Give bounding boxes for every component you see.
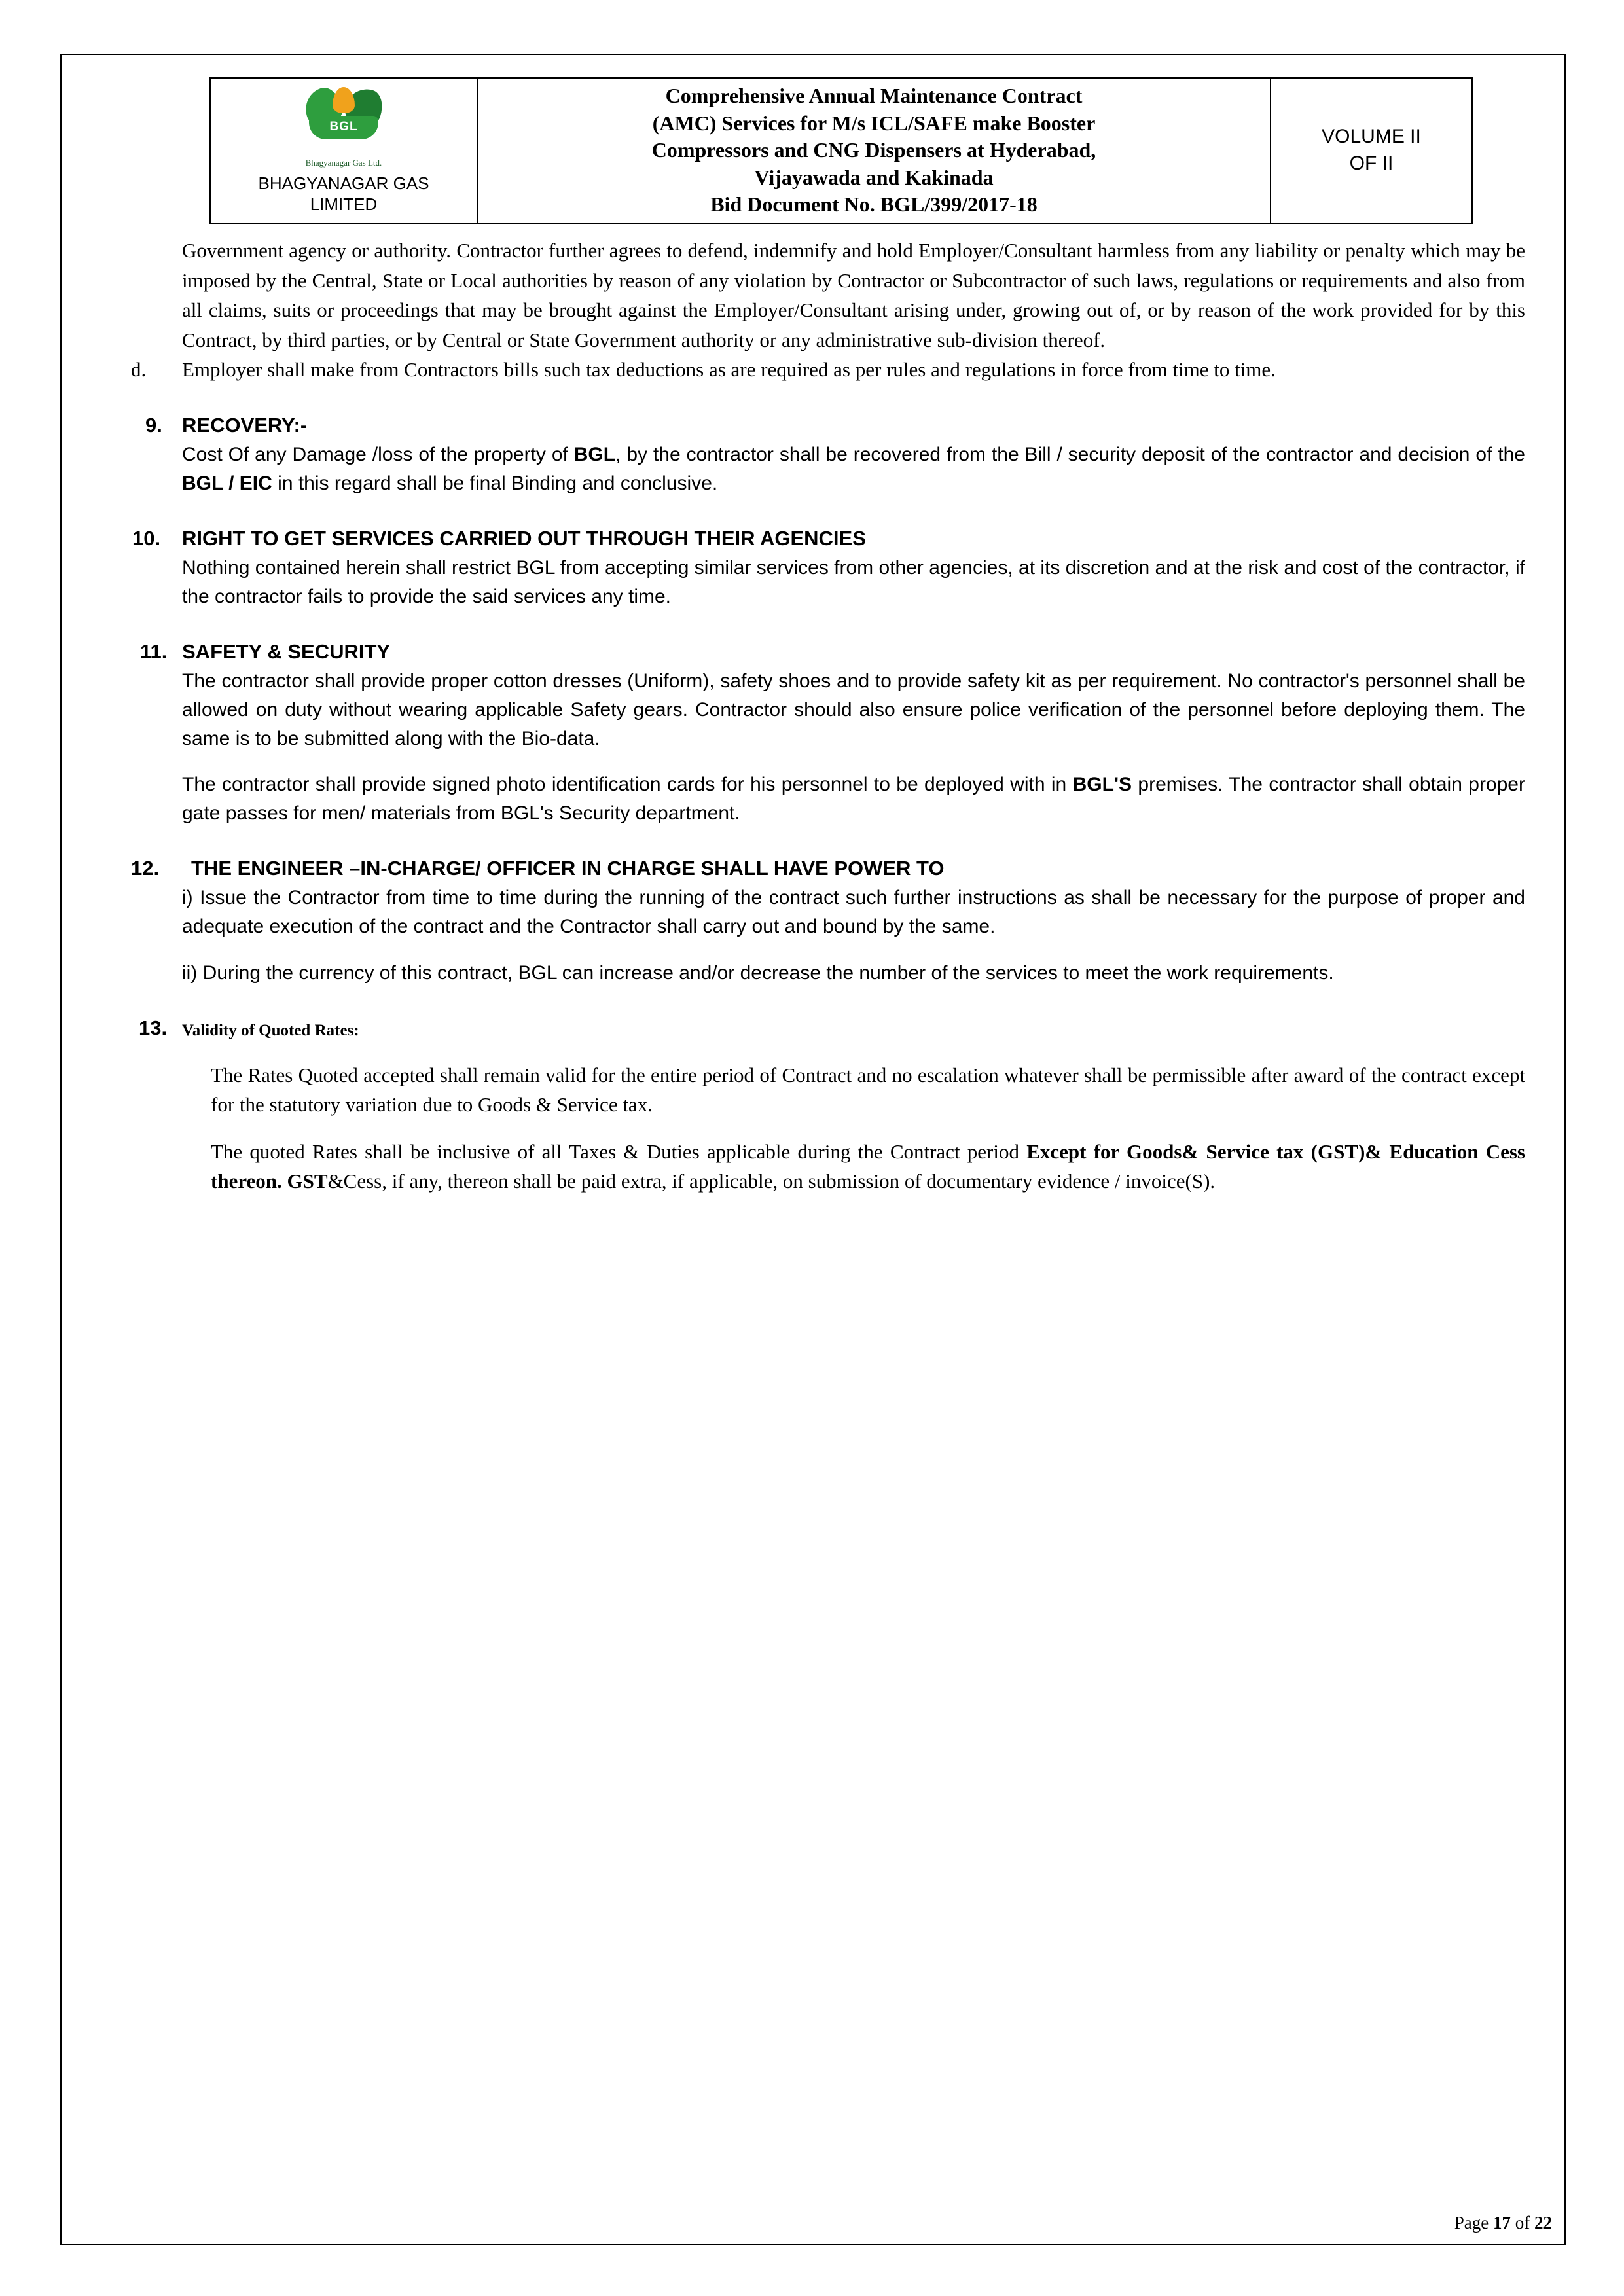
header-title-line1: Comprehensive Annual Maintenance Contract: [665, 84, 1083, 107]
s11-text-2: premises. The contractor shall obtain proper gate passes for men/ materials from BGL's Security department.: [182, 774, 1525, 825]
section-12-title: THE ENGINEER –IN-CHARGE/ OFFICER IN CHARGE SHALL HAVE POWER TO: [191, 857, 945, 880]
section-13-paragraph-2: [211, 1137, 1525, 1196]
clause-d-marker: d.: [131, 358, 147, 382]
document-header-table: [209, 77, 1473, 224]
bgl-logo-icon: [304, 86, 384, 154]
section-10-number: 10.: [132, 526, 161, 550]
company-name-line1: BHAGYANAGAR GAS: [258, 173, 429, 194]
header-bid-document-number: Bid Document No. BGL/399/2017-18: [710, 192, 1038, 217]
s13-text-1: The quoted Rates shall be inclusive of all Taxes & Duties applicable during the Contract period: [211, 1139, 1027, 1163]
volume-line1: VOLUME II: [1322, 126, 1421, 148]
section-11-paragraph-1: The contractor shall provide proper cotton dresses (Uniform), safety shoes and to provide safety kit as per requirement. No contractor's personnel shall be allowed on duty without wearing applicable Safety gears. Contractor should also ensure police verification of the personnel before deploying them. The same is to be submitted along with the Bio-data.: [182, 670, 1525, 750]
clause-d-text: Employer shall make from Contractors bills such tax deductions as are required as per rules and regulations in force from time to time.: [182, 358, 1276, 382]
s13-text-2: &Cess, if any, thereon shall be paid extra, if applicable, on submission of documentary evidence / invoice(S).: [327, 1170, 1216, 1193]
page-footer: [92, 2213, 1552, 2233]
volume-line2: OF II: [1349, 152, 1394, 174]
section-9-title: RECOVERY:-: [182, 413, 308, 437]
s11-bold-bgls: BGL'S: [1072, 774, 1132, 796]
s9-text-2: , by the contractor shall be recovered from the Bill / security deposit of the contractor and decision of the: [615, 443, 1525, 465]
section-11-paragraph-2: [182, 770, 1525, 828]
section-9-number: 9.: [145, 413, 162, 437]
s9-text-1: Cost Of any Damage /loss of the property of: [182, 443, 574, 465]
section-10-body: [182, 554, 1525, 611]
clause-d-body: [182, 355, 1525, 385]
section-12-paragraph-1: i) Issue the Contractor from time to time during the running of the contract such further instructions as shall be necessary for the purpose of proper and adequate execution of the contract and the Contractor shall carry out and bound by the same.: [182, 887, 1525, 938]
page-content: [131, 77, 1525, 1196]
header-title-line2: (AMC) Services for M/s ICL/SAFE make Booster: [652, 111, 1096, 135]
header-volume-cell: [1271, 78, 1472, 223]
section-12-heading: [131, 854, 1525, 884]
header-logo-cell: [210, 78, 477, 223]
section-9-body: [182, 440, 1525, 498]
section-13-paragraph-1: The Rates Quoted accepted shall remain valid for the entire period of Contract and no escalation whatever shall be permissible after award of the contract except for the statutory variation due to Goods & Service tax.: [211, 1063, 1525, 1117]
company-logo: [216, 86, 471, 215]
section-9-heading: [131, 411, 1525, 440]
section-10-title: RIGHT TO GET SERVICES CARRIED OUT THROUGH THEIR AGENCIES: [182, 526, 866, 550]
logo-mark-text: BGL: [329, 120, 358, 134]
section-11-body: [182, 667, 1525, 828]
header-title-line3: Compressors and CNG Dispensers at Hyderabad,: [651, 138, 1096, 162]
section-12-body: [182, 884, 1525, 987]
section-13-number: 13.: [139, 1016, 168, 1039]
continued-paragraph-wrap: [182, 236, 1525, 355]
header-row: [210, 78, 1472, 223]
section-10-paragraph: Nothing contained herein shall restrict BGL from accepting similar services from other agencies, at its discretion and at the risk and cost of the contractor, if the contractor fails to provide the said services any time.: [182, 556, 1525, 607]
footer-prefix: Page: [1454, 2213, 1493, 2233]
section-12-paragraph-2: ii) During the currency of this contract, BGL can increase and/or decrease the number of the services to meet the work requirements.: [182, 961, 1334, 984]
section-10-heading: [131, 524, 1525, 554]
s13-bold-gst: Except for Goods& Service tax (GST)& Education Cess thereon. GST: [211, 1139, 1525, 1193]
section-11-number: 11.: [140, 640, 168, 664]
s9-text-3: in this regard shall be final Binding and conclusive.: [272, 472, 718, 494]
logo-tagline: Bhagyanagar Gas Ltd.: [305, 158, 382, 168]
footer-current-page: 17: [1493, 2213, 1511, 2233]
section-13-title: Validity of Quoted Rates:: [182, 1021, 359, 1039]
company-name-line2: LIMITED: [310, 194, 378, 214]
continued-paragraph: Government agency or authority. Contractor further agrees to defend, indemnify and hold Employer/Consultant harmless from any liability or penalty which may be imposed by the Central, State or Local authorities by reason of any violation by Contractor or Subcontractor of such laws, regulations or requirements and also from all claims, suits or proceedings that may be brought against the Employer/Consultant arising under, growing out of, or by reason of the work provided for by this Contract, by third parties, or by Central or State Government authority or any administrative sub-division thereof.: [182, 238, 1525, 351]
section-11-heading: [131, 637, 1525, 667]
section-13-body: [211, 1060, 1525, 1196]
section-13-heading: [131, 1014, 1525, 1043]
footer-middle: of: [1511, 2213, 1534, 2233]
section-9-paragraph: [182, 440, 1525, 498]
header-title-line4: Vijayawada and Kakinada: [754, 165, 994, 189]
clause-d: [131, 355, 1525, 385]
s9-bold-bgl: BGL: [573, 443, 616, 465]
section-11-title: SAFETY & SECURITY: [182, 640, 391, 664]
s11-text-1: The contractor shall provide signed photo identification cards for his personnel to be deployed with in: [182, 774, 1073, 796]
footer-total-pages: 22: [1534, 2213, 1552, 2233]
s9-bold-bgl-eic: BGL / EIC: [182, 472, 272, 494]
header-title-cell: [477, 78, 1271, 223]
section-12-number: 12.: [131, 857, 160, 880]
